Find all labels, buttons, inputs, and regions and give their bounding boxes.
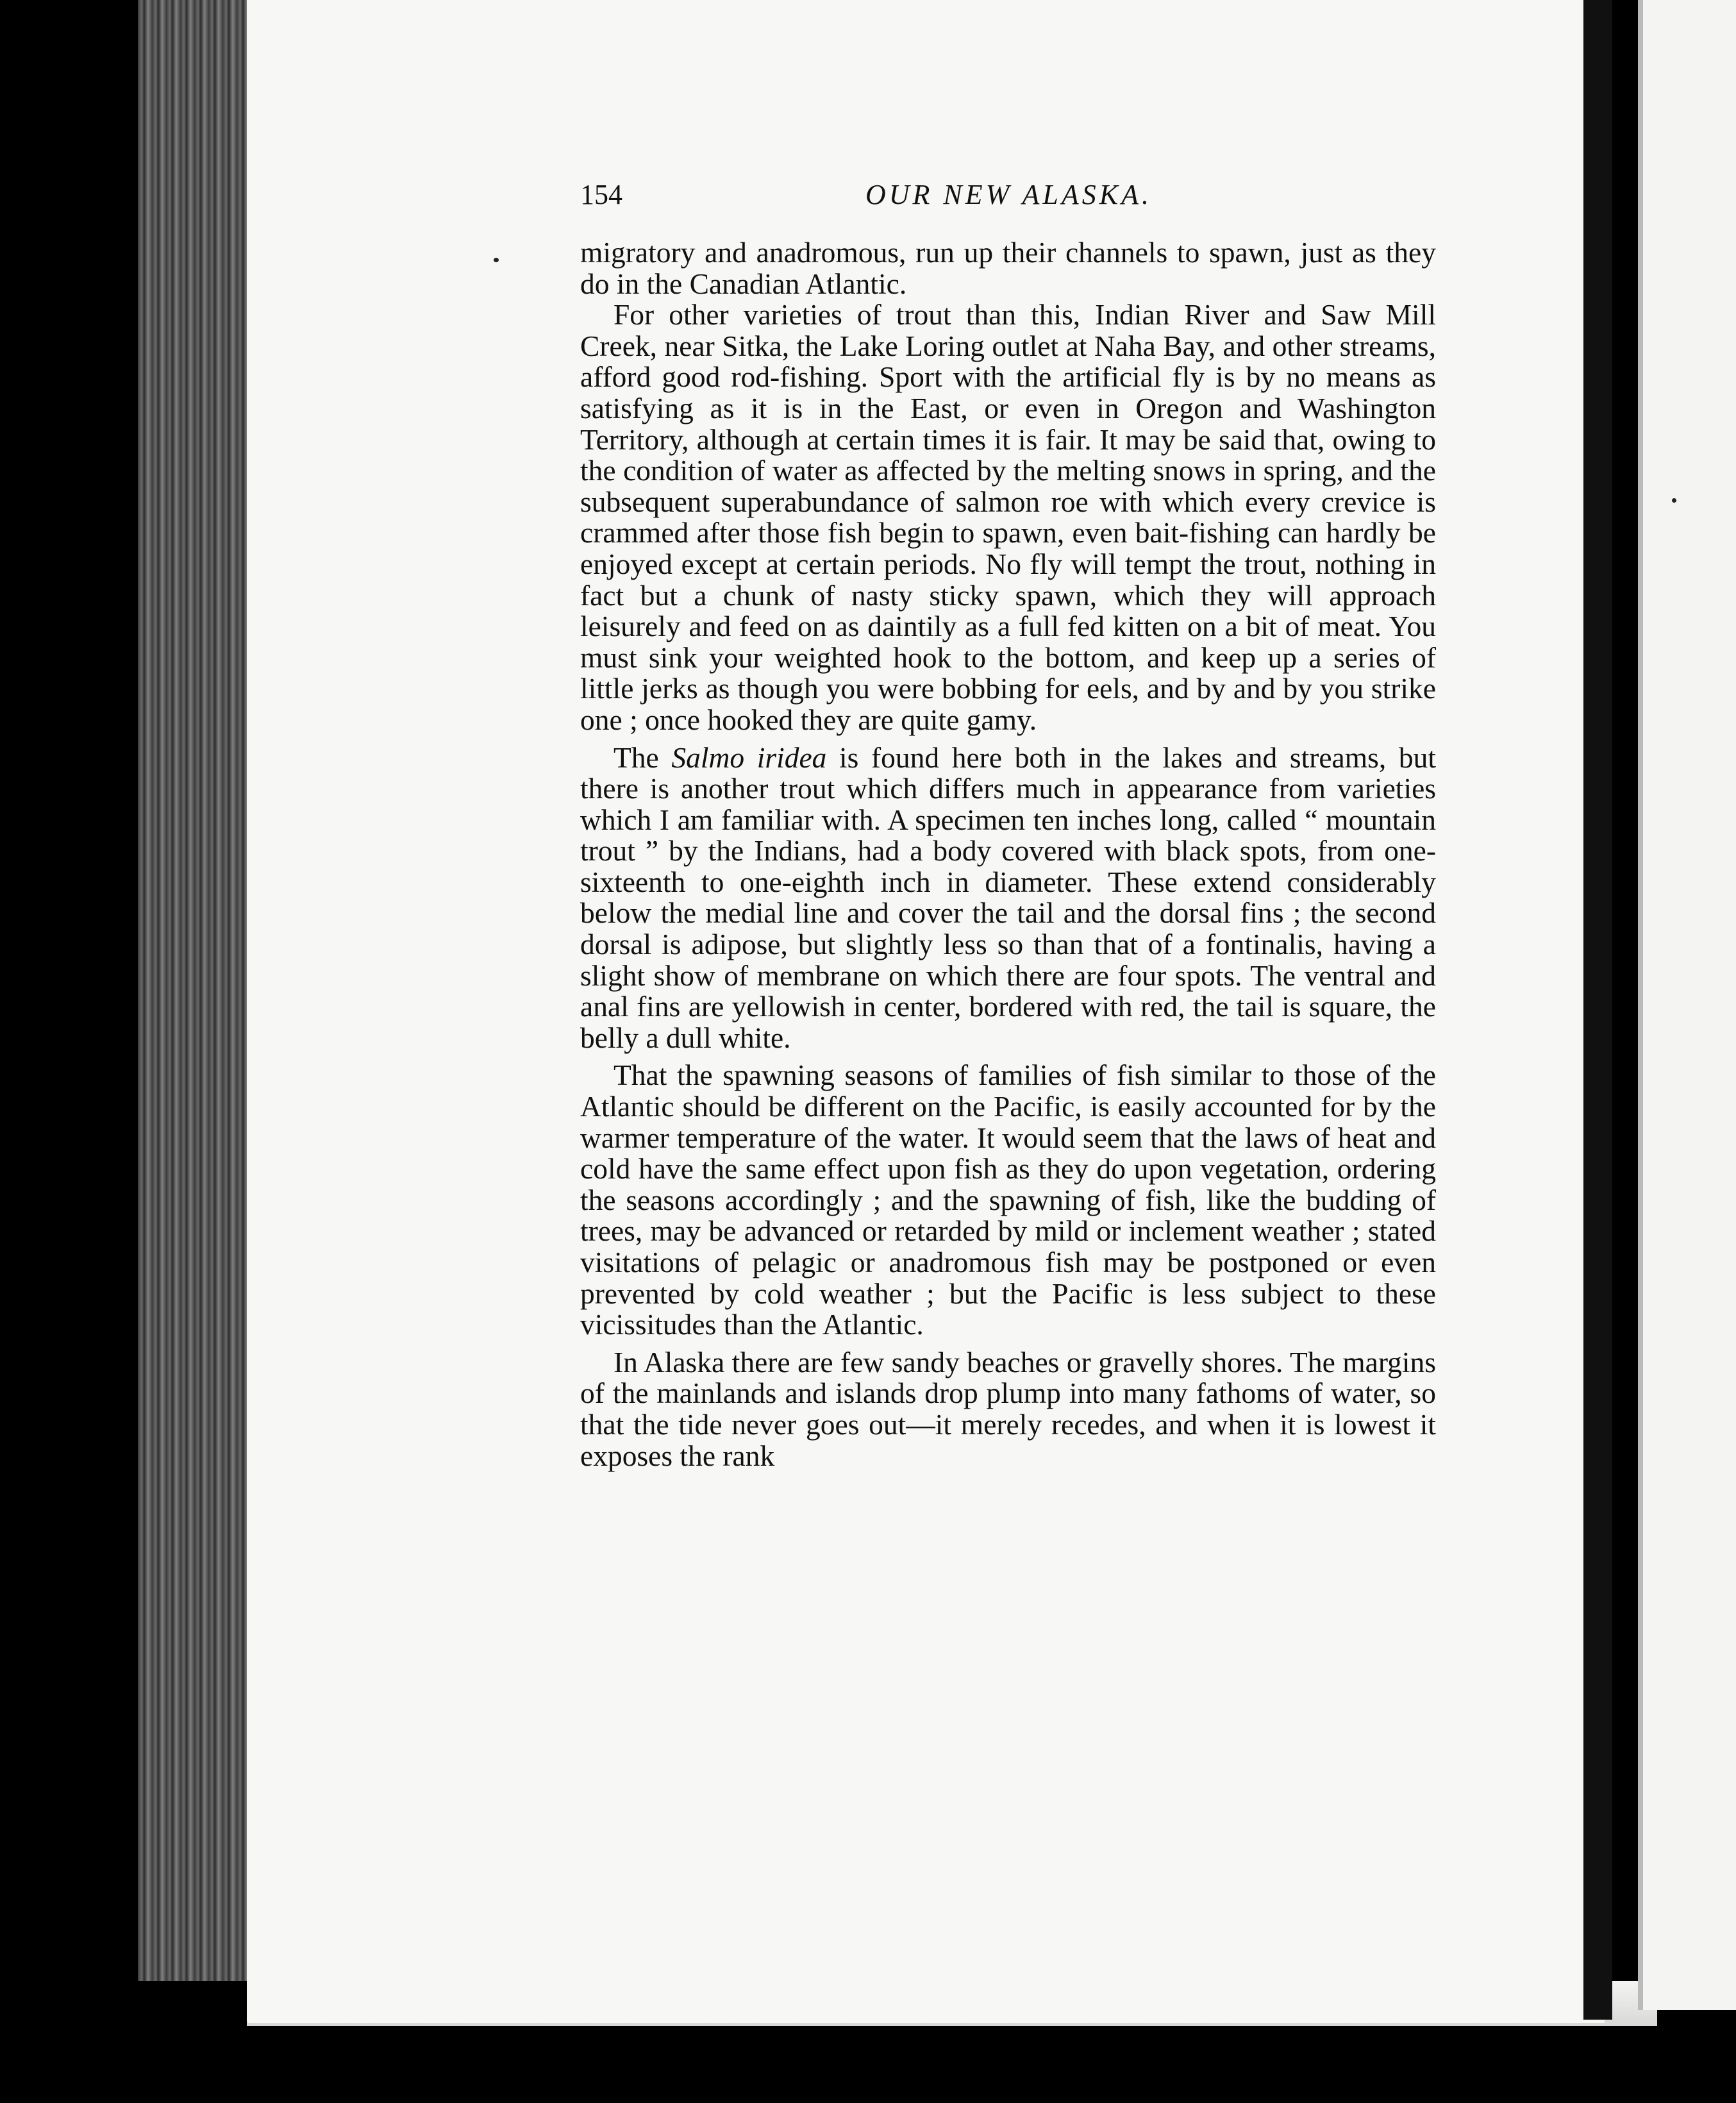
paragraph-lead: The: [613, 741, 672, 774]
book-gutter: [1583, 0, 1612, 2020]
paragraph-salmo-iridea: [580, 742, 1436, 1054]
running-head: OUR NEW ALASKA.: [865, 179, 1152, 210]
specks-mark: [494, 258, 499, 262]
paragraph-spawning-seasons: That the spawning seasons of families of fish similar to those of the Atlantic should be different on the Pacific, is easily accounted for by the warmer temperature of the water. It would seem that the laws of heat and cold have the same effect upon fish as they do upon vegetation, ordering the seasons accordingly ; and the spawning of fish, like the budding of trees, may be advanced or retarded by mild or inclement weather ; stated visitations of pelagic or anadromous fish may be postponed or even prevented by cold weather ; but the Pacific is less subject to these vicissitudes than the Atlantic.: [580, 1059, 1436, 1341]
page-edge-stack: [138, 0, 253, 1981]
paragraph-continued: migratory and anadromous, run up their channels to spawn, just as they do in the Canadian Atlantic.: [580, 236, 1436, 300]
page-header: [580, 178, 1446, 217]
facing-page-edge: [1638, 0, 1736, 2010]
species-name: Salmo iridea: [671, 741, 827, 774]
body-text: [580, 237, 1436, 1471]
paragraph-alaska-shores: In Alaska there are few sandy beaches or gravelly shores. The margins of the mainlands and islands drop plump into many fathoms of water, so that the tide never goes out—it merely recedes, and when it is lowest it exposes the rank: [580, 1345, 1436, 1472]
page-number: 154: [580, 179, 622, 210]
paragraph-body: is found here both in the lakes and streams, but there is another trout which differs much in appearance from varieties which I am familiar with. A specimen ten inches long, called “ mountain trout ” by the Indians, had a body covered with black spots, from one-sixteenth to one-eighth inch in diameter. These extend considerably below the medial line and cover the tail and the dorsal fins ; the second dorsal is adipose, but slightly less so than that of a fontinalis, having a slight show of membrane on which there are four spots. The ventral and anal fins are yellowish in center, bordered with red, the tail is square, the belly a dull white.: [580, 741, 1436, 1054]
specks-mark: [1672, 498, 1676, 503]
paragraph-trout-fishing: For other varieties of trout than this, Indian River and Saw Mill Creek, near Sitka, the Lake Loring outlet at Naha Bay, and other streams, afford good rod-fishing. Sport with the artificial fly is by no means as satisfying as it is in the East, or even in Oregon and Washington Territory, although at certain times it is fair. It may be said that, owing to the condition of water as affected by the melting snows in spring, and the subsequent superabundance of salmon roe with which every crevice is crammed after those fish begin to spawn, even bait-fishing can hardly be enjoyed except at certain periods. No fly will tempt the trout, nothing in fact but a chunk of nasty sticky spawn, which they will approach leisurely and feed on as daintily as a full fed kitten on a bit of meat. You must sink your weighted hook to the bottom, and keep up a series of little jerks as though you were bobbing for eels, and by and by you strike one ; once hooked they are quite gamy.: [580, 298, 1436, 736]
